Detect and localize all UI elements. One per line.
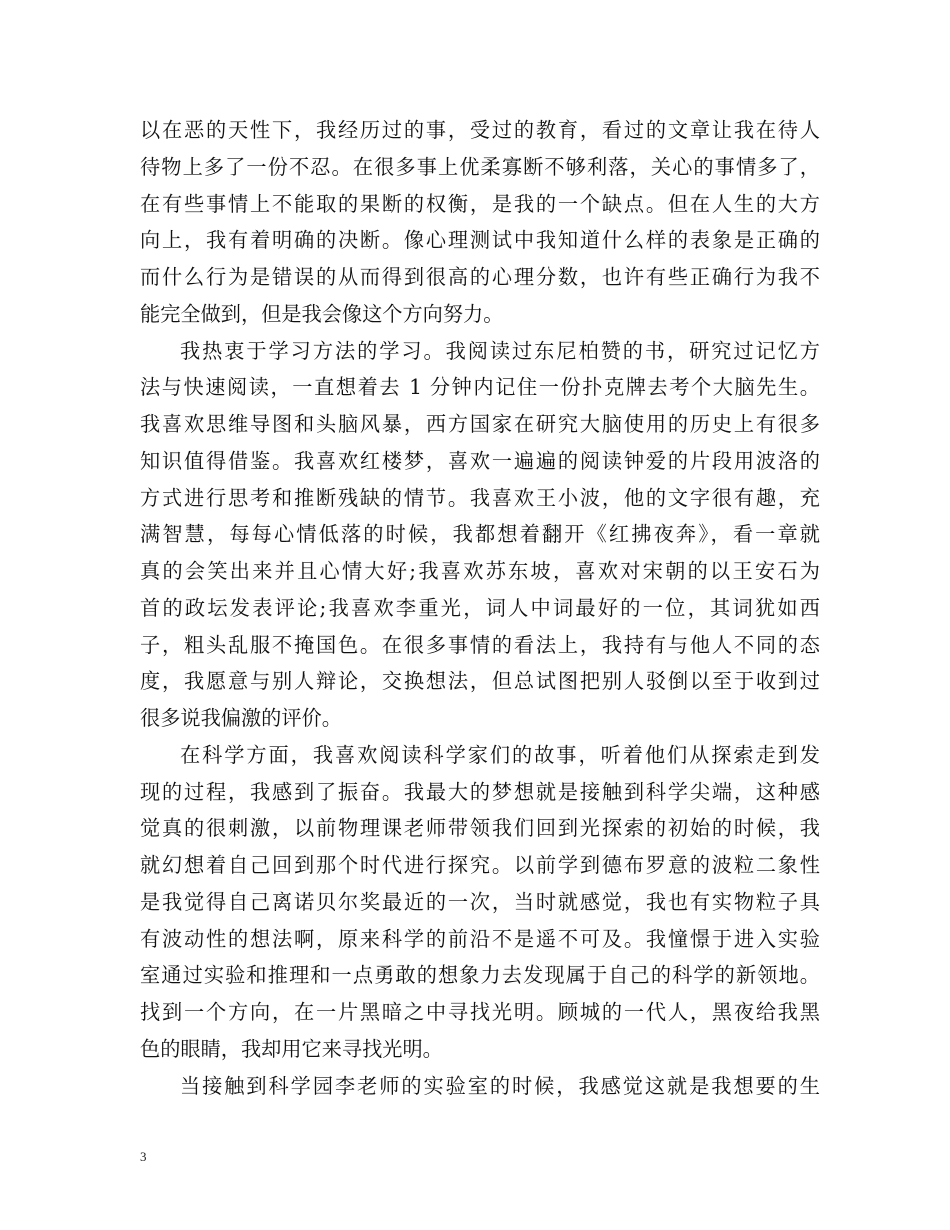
text-line: 子，粗头乱服不掩国色。在很多事情的看法上，我持有与他人不同的态 bbox=[140, 632, 820, 657]
text-line: 就幻想着自己回到那个时代进行探究。以前学到德布罗意的波粒二象性 bbox=[140, 853, 820, 877]
text-line: 在有些事情上不能取的果断的权衡，是我的一个缺点。但在人生的大方 bbox=[140, 191, 820, 216]
text-line: 方式进行思考和推断残缺的情节。我喜欢王小波，他的文字很有趣，充 bbox=[140, 485, 820, 510]
page-number: 3 bbox=[140, 1149, 147, 1164]
text-line: 度，我愿意与别人辩论，交换想法，但总试图把别人驳倒以至于收到过 bbox=[140, 669, 820, 694]
text-line: 满智慧，每每心情低落的时候，我都想着翻开《红拂夜奔》，看一章就 bbox=[140, 522, 820, 547]
text-line: 是我觉得自己离诺贝尔奖最近的一次，当时就感觉，我也有实物粒子具 bbox=[140, 889, 820, 914]
paragraph-2 bbox=[140, 333, 820, 737]
text-line: 首的政坛发表评论;我喜欢李重光，词人中词最好的一位，其词犹如西 bbox=[140, 595, 820, 620]
text-line: 能完全做到，但是我会像这个方向努力。 bbox=[140, 301, 504, 326]
text-line: 色的眼睛，我却用它来寻找光明。 bbox=[140, 1036, 443, 1061]
text-line: 真的会笑出来并且心情大好;我喜欢苏东坡，喜欢对宋朝的以王安石为 bbox=[140, 559, 820, 583]
paragraph-4 bbox=[140, 1068, 820, 1105]
text-line: 我喜欢思维导图和头脑风暴，西方国家在研究大脑使用的历史上有很多 bbox=[140, 412, 820, 436]
paragraph-3 bbox=[140, 737, 820, 1068]
text-line: 而什么行为是错误的从而得到很高的心理分数，也许有些正确行为我不 bbox=[140, 265, 820, 289]
text-line: 法与快速阅读，一直想着去 1 分钟内记住一份扑克牌去考个大脑先生。 bbox=[140, 375, 820, 400]
text-line: 知识值得借鉴。我喜欢红楼梦，喜欢一遍遍的阅读钟爱的片段用波洛的 bbox=[140, 448, 820, 473]
text-line: 觉真的很刺激，以前物理课老师带领我们回到光探索的初始的时候，我 bbox=[140, 816, 820, 841]
text-line: 找到一个方向，在一片黑暗之中寻找光明。顾城的一代人，黑夜给我黑 bbox=[140, 1000, 820, 1024]
text-line: 我热衷于学习方法的学习。我阅读过东尼柏赞的书，研究过记忆方 bbox=[180, 338, 820, 363]
text-line: 室通过实验和推理和一点勇敢的想象力去发现属于自己的科学的新领地。 bbox=[140, 963, 820, 988]
text-line: 待物上多了一份不忍。在很多事上优柔寡断不够利落，关心的事情多了， bbox=[140, 154, 820, 179]
text-line: 当接触到科学园李老师的实验室的时候，我感觉这就是我想要的生 bbox=[180, 1073, 820, 1098]
text-line: 现的过程，我感到了振奋。我最大的梦想就是接触到科学尖端，这种感 bbox=[140, 779, 820, 804]
text-line: 有波动性的想法啊，原来科学的前沿不是遥不可及。我憧憬于进入实验 bbox=[140, 926, 820, 951]
text-line: 以在恶的天性下，我经历过的事，受过的教育，看过的文章让我在待人 bbox=[140, 118, 820, 142]
document-body bbox=[140, 112, 820, 1104]
text-line: 在科学方面，我喜欢阅读科学家们的故事，听着他们从探索走到发 bbox=[180, 742, 820, 767]
text-line: 向上，我有着明确的决断。像心理测试中我知道什么样的表象是正确的 bbox=[140, 228, 820, 253]
text-line: 很多说我偏激的评价。 bbox=[140, 706, 342, 730]
paragraph-1 bbox=[140, 112, 820, 333]
